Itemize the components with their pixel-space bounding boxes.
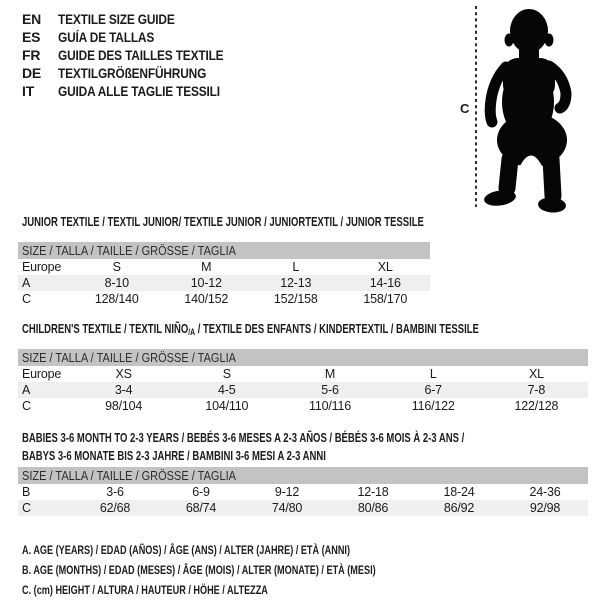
table-row [18, 366, 588, 382]
size-cell: 68/74 [185, 501, 217, 515]
size-cell: 86/92 [443, 501, 475, 515]
size-cell: 6-7 [424, 383, 442, 397]
size-cell: 24-36 [529, 485, 561, 499]
row-label: C [22, 501, 31, 515]
language-row-en [22, 10, 253, 28]
language-code: ES [22, 29, 41, 45]
subscript-text: /A [188, 327, 196, 337]
table-row [18, 398, 588, 414]
size-header-bar: SIZE / TALLA / TAILLE / GRÖSSE / TAGLIA [18, 242, 430, 259]
size-cell: 3-4 [114, 383, 133, 397]
size-header-bar: SIZE / TALLA / TAILLE / GRÖSSE / TAGLIA [18, 467, 588, 484]
babies-size-table [18, 429, 588, 516]
footnote-b: B. AGE (MONTHS) / EDAD (MESES) / ÂGE (MOIS) / ALTER (MONATE) / ETÀ (MESI) [22, 563, 376, 577]
size-header-bar: SIZE / TALLA / TAILLE / GRÖSSE / TAGLIA [18, 349, 588, 366]
language-title-list [22, 10, 253, 100]
language-code: FR [22, 47, 41, 63]
language-row-it [22, 82, 253, 100]
size-cell: XL [528, 367, 544, 381]
size-cell: 8-10 [104, 276, 129, 290]
language-row-de [22, 64, 253, 82]
row-label: C [22, 399, 31, 413]
table-title: BABIES 3-6 MONTH TO 2-3 YEARS / BEBÉS 3-6 MESES A 2-3 AÑOS / BÉBÉS 3-6 MOIS À 2-3 ANS / BABYS 3-6 MONATE BIS 2-3 JAHRE / BAMBINI 3-6 MESI A 2-3 ANNI [22, 431, 465, 463]
language-title: GUIDE DES TAILLES TEXTILE [58, 47, 224, 63]
size-cell: 140/152 [184, 292, 229, 306]
size-cell: 12-18 [357, 485, 389, 499]
size-cell: 18-24 [443, 485, 475, 499]
size-cell: 14-16 [369, 276, 401, 290]
language-title: TEXTILGRÖßENFÜHRUNG [58, 65, 207, 81]
size-cell: 80/86 [357, 501, 389, 515]
table-row [18, 291, 430, 307]
language-title: GUIDA ALLE TAGLIE TESSILI [58, 83, 220, 99]
size-cell: 62/68 [99, 501, 131, 515]
size-cell: 74/80 [271, 501, 303, 515]
table-row [18, 382, 588, 398]
row-label: Europe [22, 367, 62, 381]
size-cell: 158/170 [363, 292, 408, 306]
language-row-fr [22, 46, 253, 64]
language-title: GUÍA DE TALLAS [58, 29, 155, 45]
size-cell: 10-12 [190, 276, 222, 290]
size-cell: 128/140 [94, 292, 139, 306]
row-label: A [22, 276, 31, 290]
size-cell: 9-12 [274, 485, 300, 499]
table-row [18, 500, 588, 516]
language-title: TEXTILE SIZE GUIDE [58, 11, 175, 27]
size-cell: L [429, 367, 437, 381]
footnote-a: A. AGE (YEARS) / EDAD (AÑOS) / ÂGE (ANS) / ALTER (JAHRE) / ETÀ (ANNI) [22, 543, 350, 557]
language-row-es [22, 28, 253, 46]
language-code: EN [22, 11, 42, 27]
junior-size-table [18, 215, 430, 307]
table-row [18, 259, 430, 275]
size-cell: XL [377, 260, 393, 274]
language-code: DE [22, 65, 42, 81]
size-cell: 98/104 [105, 399, 143, 413]
toddler-silhouette-icon [482, 2, 594, 214]
footnote-c: C. (cm) HEIGHT / ALTURA / HAUTEUR / HÖHE / ALTEZZA [22, 583, 268, 597]
size-cell: S [222, 367, 231, 381]
language-code: IT [22, 83, 35, 99]
size-cell: 4-5 [218, 383, 236, 397]
size-cell: 152/158 [273, 292, 318, 306]
size-cell: 104/110 [205, 399, 249, 413]
table-title: CHILDREN'S TEXTILE / TEXTIL NIÑO/A / TEXTILE DES ENFANTS / KINDERTEXTIL / BAMBINI TESSILE [22, 322, 479, 337]
size-cell: 7-8 [527, 383, 546, 397]
size-cell: 5-6 [321, 383, 339, 397]
row-label: Europe [22, 260, 62, 274]
table-title: JUNIOR TEXTILE / TEXTIL JUNIOR/ TEXTILE JUNIOR / JUNIORTEXTIL / JUNIOR TESSILE [22, 215, 424, 229]
height-dashed-line [474, 6, 478, 207]
table-row [18, 275, 430, 291]
row-label: C [22, 292, 31, 306]
footnotes [22, 540, 487, 600]
size-cell: 122/128 [514, 399, 559, 413]
size-cell: S [112, 260, 121, 274]
size-cell: 3-6 [106, 485, 124, 499]
children-size-table [18, 322, 588, 414]
size-cell: 116/122 [411, 399, 455, 413]
size-cell: M [201, 260, 212, 274]
size-cell: M [324, 367, 336, 381]
height-label-c: C [460, 101, 470, 116]
size-cell: 110/116 [309, 399, 351, 413]
size-cell: 6-9 [192, 485, 210, 499]
size-cell: 12-13 [280, 276, 312, 290]
size-cell: XS [115, 367, 132, 381]
table-row [18, 484, 588, 500]
row-label: A [22, 383, 31, 397]
size-cell: 92/98 [529, 501, 561, 515]
size-cell: L [292, 260, 300, 274]
row-label: B [22, 485, 31, 499]
